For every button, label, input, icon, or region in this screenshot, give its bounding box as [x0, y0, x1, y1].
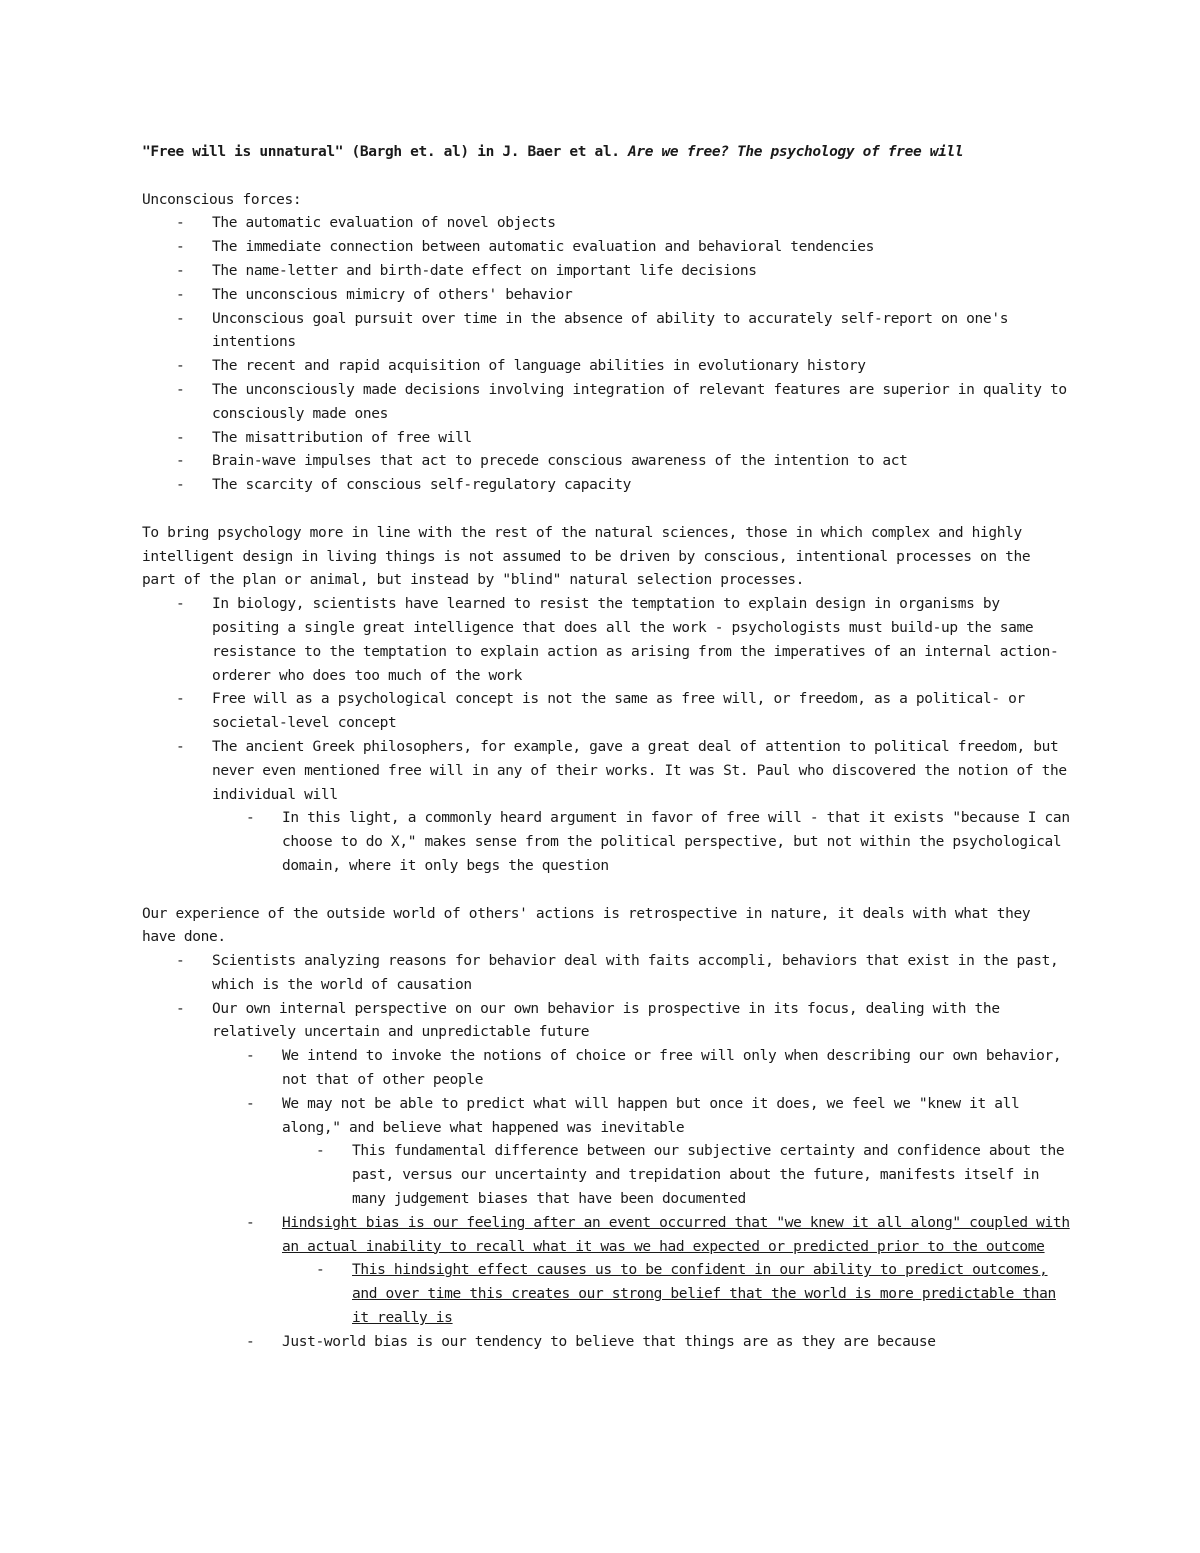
- list-item: - The unconsciously made decisions involving integration of relevant features are superior in quality to consciously made ones: [212, 379, 1072, 427]
- paragraph: To bring psychology more in line with the rest of the natural sciences, those in which complex and highly intelligent design in living things is not assumed to be driven by conscious, intentional processes on the part of the plan or animal, but instead by "blind" natural selection processes.: [142, 524, 1031, 589]
- nested-list: [142, 1045, 1072, 1140]
- list-item: - The recent and rapid acquisition of language abilities in evolutionary history: [212, 355, 1072, 379]
- list-item: - The scarcity of conscious self-regulatory capacity: [212, 474, 1072, 498]
- paragraph: Our experience of the outside world of others' actions is retrospective in nature, it deals with what they have done.: [142, 905, 1031, 946]
- list-item: - In biology, scientists have learned to resist the temptation to explain design in organisms by positing a single great intelligence that does all the work - psychologists must build-up the same resistance to the temptation to explain action as arising from the imperatives of an internal action-orderer who does too much of the work: [212, 593, 1072, 688]
- title-text: "Free will is unnatural" (Bargh et. al) in J. Baer et al.: [142, 144, 629, 160]
- nested-list: [142, 1259, 1072, 1330]
- list-item: - We intend to invoke the notions of choice or free will only when describing our own behavior, not that of other people: [282, 1045, 1072, 1093]
- list-item: - We may not be able to predict what will happen but once it does, we feel we "knew it all along," and believe what happened was inevitable: [282, 1093, 1072, 1141]
- nested-list: [142, 1140, 1072, 1211]
- list-item: - The ancient Greek philosophers, for example, gave a great deal of attention to political freedom, but never even mentioned free will in any of their works. It was St. Paul who discovered the notion of the individual will: [212, 736, 1072, 807]
- section-heading: Unconscious forces:: [142, 191, 302, 208]
- nested-list: [142, 1331, 1072, 1355]
- list-item: - Free will as a psychological concept is not the same as free will, or freedom, as a political- or societal-level concept: [212, 688, 1072, 736]
- list-item: - Scientists analyzing reasons for behavior deal with faits accompli, behaviors that exist in the past, which is the world of causation: [212, 950, 1072, 998]
- list-item: - The name-letter and birth-date effect on important life decisions: [212, 260, 1072, 284]
- hindsight-effect-item: - This hindsight effect causes us to be confident in our ability to predict outcomes, and over time this creates our strong belief that the world is more predictable than it really is: [352, 1259, 1072, 1330]
- list-item: - The automatic evaluation of novel objects: [212, 212, 1072, 236]
- document-page: [142, 141, 1072, 1355]
- list-item: - The unconscious mimicry of others' behavior: [212, 284, 1072, 308]
- just-world-bias-item: - Just-world bias is our tendency to believe that things are as they are because: [282, 1331, 1072, 1355]
- document-title: [142, 141, 1072, 165]
- nested-list: [142, 1212, 1072, 1260]
- list-item: - The immediate connection between automatic evaluation and behavioral tendencies: [212, 236, 1072, 260]
- list-item: - Brain-wave impulses that act to precede conscious awareness of the intention to act: [212, 450, 1072, 474]
- retrospective-list: [142, 950, 1072, 1045]
- list-item: - In this light, a commonly heard argument in favor of free will - that it exists "because I can choose to do X," makes sense from the political perspective, but not within the psychological domain, where it only begs the question: [282, 807, 1072, 878]
- list-item: - Our own internal perspective on our own behavior is prospective in its focus, dealing with the relatively uncertain and unpredictable future: [212, 998, 1072, 1046]
- list-item: - Unconscious goal pursuit over time in the absence of ability to accurately self-report on one's intentions: [212, 308, 1072, 356]
- book-title: Are we free? The psychology of free will: [628, 144, 964, 160]
- list-item: - This fundamental difference between our subjective certainty and confidence about the past, versus our uncertainty and trepidation about the future, manifests itself in many judgement biases that have been documented: [352, 1140, 1072, 1211]
- natural-sciences-list: [142, 593, 1072, 807]
- list-item: - The misattribution of free will: [212, 427, 1072, 451]
- hindsight-bias-item: - Hindsight bias is our feeling after an event occurred that "we knew it all along" coupled with an actual inability to recall what it was we had expected or predicted prior to the outcome: [282, 1212, 1072, 1260]
- unconscious-forces-list: [142, 212, 1072, 498]
- nested-list: [142, 807, 1072, 878]
